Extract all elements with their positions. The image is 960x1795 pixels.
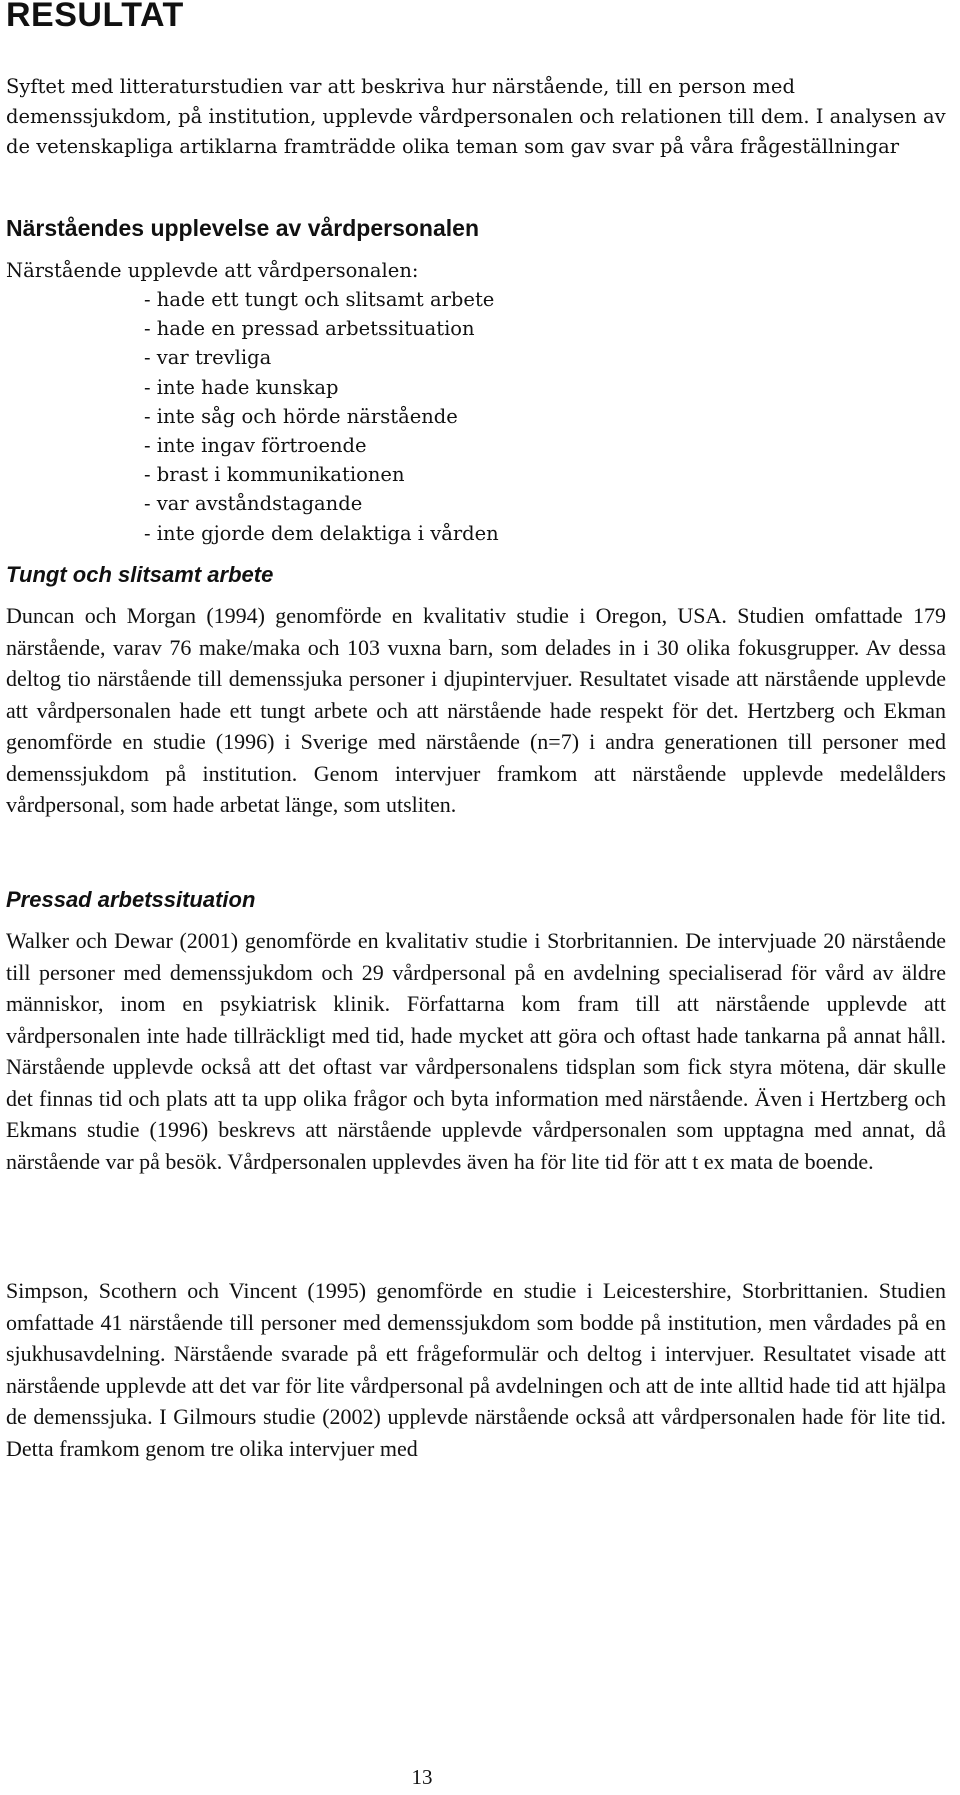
list-item: - inte såg och hörde närstående	[144, 404, 458, 428]
paragraph-simpson-study: Simpson, Scothern och Vincent (1995) genomförde en studie i Leicestershire, Storbrittanien. Studien omfattade 41 närstående till personer med demenssjukdom som bodde på institution, men vårdades på en sjukhusavdelning. Närstående svarade på ett frågeformulär och deltog i intervjuer. Resultatet visade att närstående upplevde att det var för lite vårdpersonal på avdelningen och att de inte alltid hade tid att hjälpa de demenssjuka. I Gilmours studie (2002) upplevde närstående också att vårdpersonalen hade för lite tid. Detta framkom genom tre olika intervjuer med	[6, 1278, 946, 1461]
list-item: - hade en pressad arbetssituation	[144, 317, 475, 341]
list-item: - inte ingav förtroende	[144, 434, 367, 458]
subheading-pressad-arbetssituation: Pressad arbetssituation	[6, 887, 256, 912]
section-lead: Närstående upplevde att vårdpersonalen:	[6, 259, 419, 282]
intro-paragraph: Syftet med litteraturstudien var att beskriva hur närstående, till en person med demenssjukdom, på institution, upplevde vårdpersonalen och relationen till dem. I analysen av de vetenskapliga artiklarna framträdde olika teman som gav svar på våra frågeställningar	[6, 75, 946, 158]
subheading-tungt-arbete: Tungt och slitsamt arbete	[6, 562, 274, 587]
experience-list	[144, 285, 499, 548]
page-number: 13	[411, 1765, 433, 1789]
list-item: - hade ett tungt och slitsamt arbete	[144, 288, 495, 311]
paragraph-pressad-arbetssituation: Walker och Dewar (2001) genomförde en kvalitativ studie i Storbritannien. De intervjuade 20 närstående till personer med demenssjukdom och 29 vårdpersonal på en avdelning specialiserad för vård av äldre människor, inom en psykiatrisk klinik. Författarna kom fram till att närstående upplevde att vårdpersonalen inte hade tillräckligt med tid, hade mycket att göra och oftast hade tankarna på annat håll. Närstående upplevde också att det oftast var vårdpersonalens tidsplan som fick styra mötena, där skulle det finnas tid och plats att ta upp olika frågor och byta information med närstående. Även i Hertzberg och Ekmans studie (1996) beskrevs att närstående upplevde vårdpersonalen som upptagna med annat, då närstående var på besök. Vårdpersonalen upplevdes även ha för lite tid för att t ex mata de boende.	[6, 928, 946, 1174]
section-heading: Närståendes upplevelse av vårdpersonalen	[6, 215, 479, 241]
page-heading: RESULTAT	[6, 0, 184, 34]
list-item: - brast i kommunikationen	[144, 463, 405, 487]
paragraph-tungt-arbete: Duncan och Morgan (1994) genomförde en kvalitativ studie i Oregon, USA. Studien omfattade 179 närstående, varav 76 make/maka och 103 vuxna barn, som delades in i 30 olika fokusgrupper. Av dessa deltog tio närstående till demenssjuka personer i djupintervjuer. Resultatet visade att närstående upplevde att vårdpersonalen hade ett tungt arbete och att närstående hade respekt för det. Hertzberg och Ekman genomförde en studie (1996) i Sverige med närstående (n=7) i andra generationen till personer med demenssjukdom på institution. Genom intervjuer framkom att närstående upplevde medelålders vårdpersonal, som hade arbetat länge, som utsliten.	[6, 603, 946, 817]
list-item: - inte gjorde dem delaktiga i vården	[144, 521, 499, 545]
list-item: - var avståndstagande	[144, 492, 363, 516]
list-item: - var trevliga	[144, 346, 272, 370]
list-item: - inte hade kunskap	[144, 375, 339, 399]
